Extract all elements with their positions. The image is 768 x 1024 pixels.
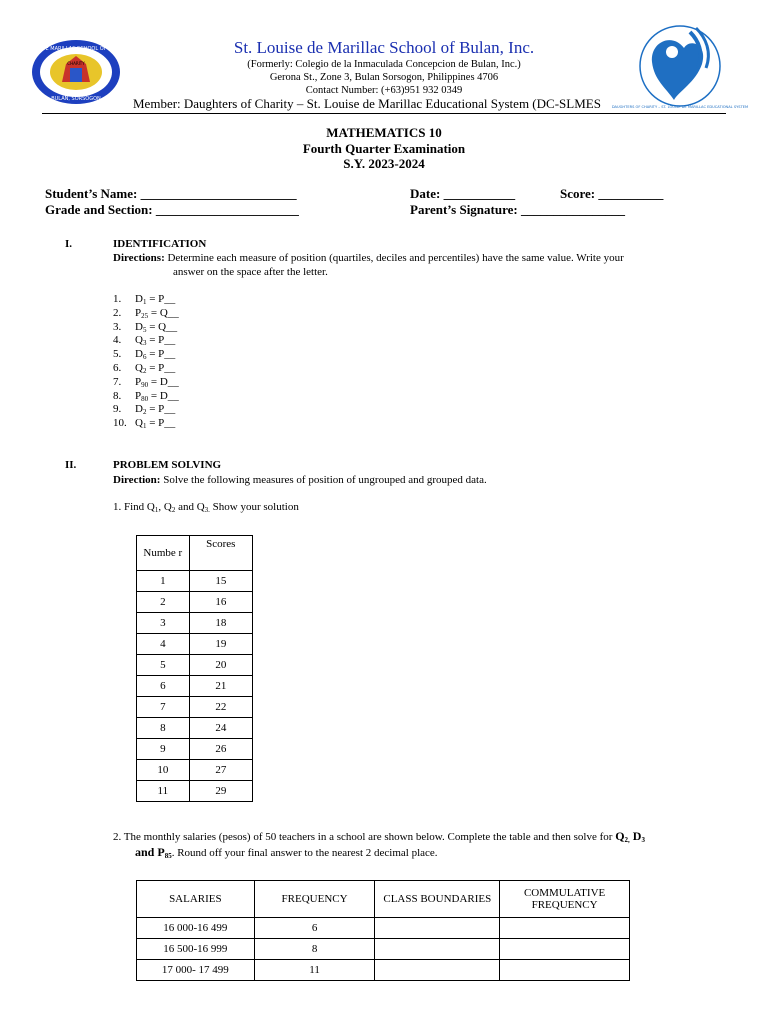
question-1: 1. Find $Q_1$, $Q_2$ and $Q_{3.}$ Show your solution xyxy=(113,501,299,514)
student-name-field[interactable]: Student’s Name: ________________________ xyxy=(45,186,297,201)
parent-signature-field[interactable]: Parent’s Signature: ________________ xyxy=(410,202,625,217)
number-cell: 6 xyxy=(137,676,190,697)
score-field[interactable]: Score: __________ xyxy=(560,186,664,201)
salaries-table-header-cumulative-frequency: COMMULATIVE FREQUENCY xyxy=(500,881,630,918)
salary-cell: 16 000-16 499 xyxy=(137,918,255,939)
member-line: Member: Daughters of Charity – St. Louise de Marillac Educational System (DC-SLMES xyxy=(133,96,601,111)
salaries-table-header-salaries: SALARIES xyxy=(137,881,255,918)
identification-item[interactable]: 5. $D_6$ = P__ xyxy=(113,348,176,362)
logo-left-ring-text: ST. LOUISE DE MARILLAC SCHOOL OF BULAN, INC. xyxy=(13,46,139,52)
identification-item[interactable]: 1. $D_1$ = P__ xyxy=(113,293,176,306)
identification-item[interactable]: 7. $P_{90}$ = D__ xyxy=(113,375,179,389)
section-2-number: II. xyxy=(65,459,77,471)
number-cell: 10 xyxy=(137,760,190,781)
section-1-title: IDENTIFICATION xyxy=(113,238,207,250)
contact-line: Contact Number: (+63)951 932 0349 xyxy=(305,85,463,96)
section-2-title: PROBLEM SOLVING xyxy=(113,459,222,471)
table-row xyxy=(137,760,253,781)
score-cell: 20 xyxy=(189,655,252,676)
directions-label: Directions: xyxy=(113,252,165,264)
salaries-table xyxy=(136,880,630,981)
frequency-cell: 6 xyxy=(254,918,375,939)
question-2-line-1: 2. The monthly salaries (pesos) of 50 teachers in a school are shown below. Complete the table and then solve for $Q_{2,}$ $D_3$ xyxy=(113,829,645,844)
direction-text: Solve the following measures of position of ungrouped and grouped data. xyxy=(160,474,487,486)
salary-cell: 17 000- 17 499 xyxy=(137,960,255,981)
table-row xyxy=(137,918,630,939)
table-row xyxy=(137,781,253,802)
score-cell: 22 xyxy=(189,697,252,718)
scores-table xyxy=(136,535,253,802)
table-row xyxy=(137,676,253,697)
table-row xyxy=(137,592,253,613)
direction-label: Direction: xyxy=(113,474,161,486)
directions-text: Determine each measure of position (quartiles, deciles and percentiles) have the same value. Write your xyxy=(164,252,624,264)
number-cell: 2 xyxy=(137,592,190,613)
logo-right-text: DAUGHTERS OF CHARITY – ST. LOUISE DE MARILLAC EDUCATIONAL SYSTEM xyxy=(611,105,749,109)
salary-cell: 16 500-16 999 xyxy=(137,939,255,960)
number-cell: 9 xyxy=(137,739,190,760)
number-cell: 3 xyxy=(137,613,190,634)
table-row xyxy=(137,613,253,634)
score-cell: 21 xyxy=(189,676,252,697)
identification-item[interactable]: 6. $Q_2$ = P__ xyxy=(113,362,176,375)
score-cell: 26 xyxy=(189,739,252,760)
exam-subject: MATHEMATICS 10 xyxy=(326,125,442,140)
table-row xyxy=(137,939,630,960)
cumulative-frequency-cell[interactable] xyxy=(500,960,630,981)
section-1-directions xyxy=(113,251,624,265)
score-cell: 19 xyxy=(189,634,252,655)
school-year: S.Y. 2023-2024 xyxy=(343,156,425,171)
date-field[interactable]: Date: ___________ xyxy=(410,186,516,201)
scores-table-header-number: Numbe r xyxy=(137,536,190,571)
table-row xyxy=(137,718,253,739)
number-cell: 5 xyxy=(137,655,190,676)
identification-item[interactable]: 8. $P_{80}$ = D__ xyxy=(113,389,179,403)
class-boundary-cell[interactable] xyxy=(375,918,500,939)
formerly-line: (Formerly: Colegio de la Inmaculada Concepcion de Bulan, Inc.) xyxy=(247,59,521,70)
frequency-cell: 8 xyxy=(254,939,375,960)
identification-item[interactable]: 4. $Q_3$ = P__ xyxy=(113,334,176,348)
exam-name: Fourth Quarter Examination xyxy=(302,141,466,156)
section-2-direction xyxy=(113,473,487,487)
table-row xyxy=(137,697,253,718)
cumulative-frequency-cell[interactable] xyxy=(500,939,630,960)
salaries-table-header-frequency: FREQUENCY xyxy=(254,881,375,918)
number-cell: 7 xyxy=(137,697,190,718)
table-row xyxy=(137,655,253,676)
salaries-table-header-class-boundaries: CLASS BOUNDARIES xyxy=(375,881,500,918)
logo-left-bottom-text: BULAN, SORSOGON xyxy=(51,96,101,102)
frequency-cell: 11 xyxy=(254,960,375,981)
table-row xyxy=(137,960,630,981)
score-cell: 27 xyxy=(189,760,252,781)
directions-text-2: answer on the space after the letter. xyxy=(173,266,328,278)
header-divider xyxy=(42,113,726,114)
school-name: St. Louise de Marillac School of Bulan, Inc. xyxy=(233,38,535,57)
identification-item[interactable]: 10. $Q_1$ = P__ xyxy=(113,417,176,431)
identification-item[interactable]: 2. $P_{25}$ = Q__ xyxy=(113,306,179,320)
school-logo-right xyxy=(611,22,749,110)
address-line: Gerona St., Zone 3, Bulan Sorsogon, Philippines 4706 xyxy=(269,72,499,83)
number-cell: 11 xyxy=(137,781,190,802)
table-row xyxy=(137,571,253,592)
identification-item[interactable]: 9. $D_2$ = P__ xyxy=(113,403,176,417)
score-cell: 18 xyxy=(189,613,252,634)
score-cell: 24 xyxy=(189,718,252,739)
number-cell: 1 xyxy=(137,571,190,592)
number-cell: 4 xyxy=(137,634,190,655)
question-2-line-2: and $P_{85}$. Round off your final answer to the nearest 2 decimal place. xyxy=(135,845,438,860)
class-boundary-cell[interactable] xyxy=(375,939,500,960)
identification-item[interactable]: 3. $D_5$ = Q__ xyxy=(113,320,178,334)
grade-section-field[interactable]: Grade and Section: ______________________ xyxy=(45,202,299,217)
score-cell: 16 xyxy=(189,592,252,613)
class-boundary-cell[interactable] xyxy=(375,960,500,981)
table-row xyxy=(137,634,253,655)
logo-left-inner-text: CHARITY xyxy=(67,61,85,66)
score-cell: 15 xyxy=(189,571,252,592)
table-row xyxy=(137,739,253,760)
score-cell: 29 xyxy=(189,781,252,802)
cumulative-frequency-cell[interactable] xyxy=(500,918,630,939)
scores-table-header-scores: Scores xyxy=(189,536,252,571)
number-cell: 8 xyxy=(137,718,190,739)
section-1-number: I. xyxy=(65,238,73,250)
